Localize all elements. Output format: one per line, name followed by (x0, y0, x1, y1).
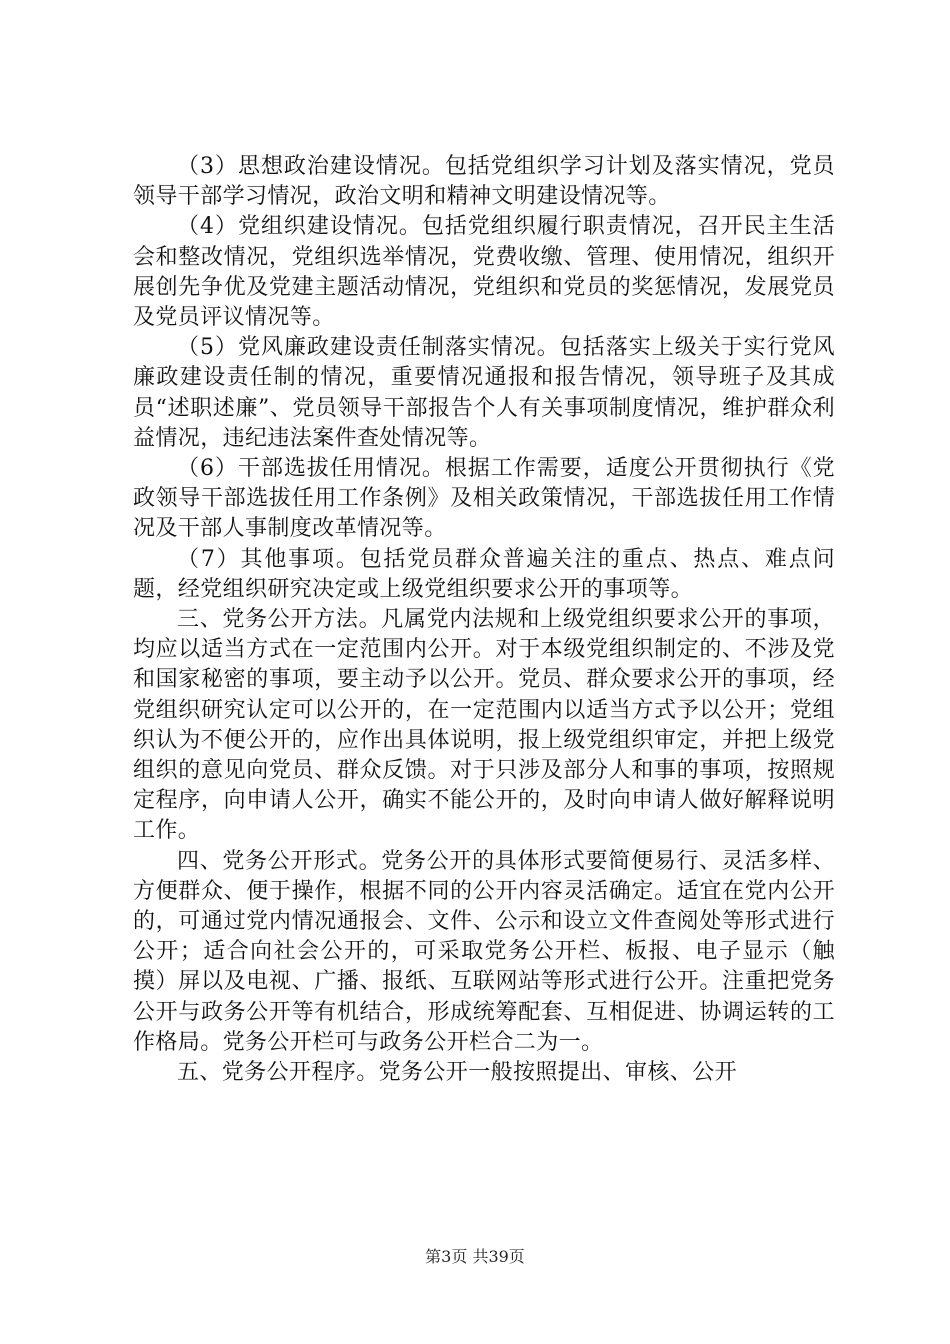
paragraph-ideological-political: （3）思想政治建设情况。包括党组织学习计划及落实情况，党员领导干部学习情况，政治文明和精神文明建设情况等。 (133, 154, 835, 210)
paragraph-clean-government: （5）党风廉政建设责任制落实情况。包括落实上级关于实行党风廉政建设责任制的情况，重要情况通报和报告情况，领导班子及其成员“述职述廉”、党员领导干部报告个人有关事项制度情况，维护群众利益情况，违纪违法案件查处情况等。 (133, 335, 835, 451)
paragraph-disclosure-method: 三、党务公开方法。凡属党内法规和上级党组织要求公开的事项，均应以适当方式在一定范围内公开。对于本级党组织制定的、不涉及党和国家秘密的事项，要主动予以公开。党员、群众要求公开的事项，经党组织研究认定可以公开的，在一定范围内以适当方式予以公开；党组织认为不便公开的，应作出具体说明，报上级党组织审定，并把上级党组织的意见向党员、群众反馈。对于只涉及部分人和事的事项，按照规定程序，向申请人公开，确实不能公开的，及时向申请人做好解释说明工作。 (133, 607, 835, 844)
paragraph-disclosure-procedure: 五、党务公开程序。党务公开一般按照提出、审核、公开 (177, 1060, 738, 1086)
paragraph-party-organization: （4）党组织建设情况。包括党组织履行职责情况，召开民主生活会和整改情况，党组织选举情况，党费收缴、管理、使用情况，组织开展创先争优及党建主题活动情况，党组织和党员的奖惩情况，发展党员及党员评议情况等。 (133, 214, 835, 331)
paragraph-disclosure-form: 四、党务公开形式。党务公开的具体形式要简便易行、灵活多样、方便群众、便于操作，根据不同的公开内容灵活确定。适宜在党内公开的，可通过党内情况通报会、文件、公示和设立文件查阅处等形式进行公开；适合向社会公开的，可采取党务公开栏、板报、电子显示（触摸）屏以及电视、广播、报纸、互联网站等形式进行公开。注重把党务公开与政务公开等有机结合，形成统筹配套、互相促进、协调运转的工作格局。党务公开栏可与政务公开栏合二为一。 (133, 848, 835, 1055)
paragraph-other-matters: （7）其他事项。包括党员群众普遍关注的重点、热点、难点问题，经党组织研究决定或上级党组织要求公开的事项等。 (133, 546, 835, 602)
page-number-footer: 第3页 共39页 (425, 1247, 525, 1266)
document-body (133, 152, 835, 1088)
paragraph-cadre-selection: （6）干部选拔任用情况。根据工作需要，适度公开贯彻执行《党政领导干部选拔任用工作条例》及相关政策情况，干部选拔任用工作情况及干部人事制度改革情况等。 (133, 456, 835, 542)
